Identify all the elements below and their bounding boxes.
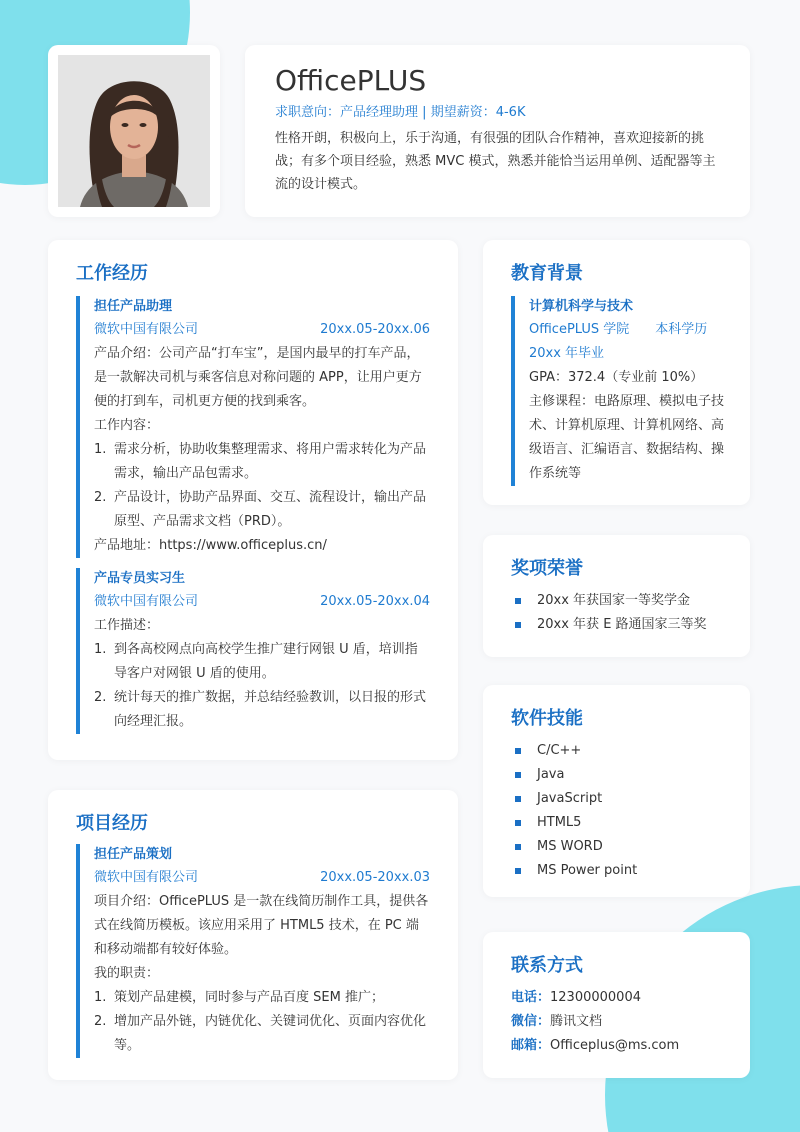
list-item: 1. 策划产品建模，同时参与产品百度 SEM 推广； xyxy=(94,990,384,1005)
entry-meta xyxy=(94,866,430,890)
courses: 主修课程：电路原理、模拟电子技术、计算机原理、计算机网络、高级语言、汇编语言、数据结构、操作系统等 xyxy=(529,394,725,481)
graduation-year: 20xx 年毕业 xyxy=(529,346,605,361)
product-address: 产品地址：https://www.officeplus.cn/ xyxy=(94,538,327,553)
company-name: 微软中国有限公司 xyxy=(94,870,199,885)
bullet-square-icon xyxy=(515,748,521,754)
salary-value: 4-6K xyxy=(495,105,526,120)
phone-label: 电话： xyxy=(511,990,551,1005)
contact-section-title: 联系方式 xyxy=(511,955,583,976)
duty-label: 我的职责： xyxy=(94,966,160,981)
project-entry xyxy=(76,844,430,1058)
entry-meta xyxy=(94,590,430,614)
list-item: C/C++ xyxy=(511,739,726,763)
list-item: 2. 产品设计，协助产品界面、交互、流程设计，输出产品原型、产品需求文档（PRD）。 xyxy=(94,490,427,529)
salary-label: 期望薪资： xyxy=(430,105,496,120)
list-item: MS Power point xyxy=(511,859,726,883)
work-section-title: 工作经历 xyxy=(76,263,148,284)
phone-value: 12300000004 xyxy=(550,990,641,1005)
email-label: 邮箱： xyxy=(511,1038,551,1053)
wechat-row xyxy=(511,1010,726,1034)
list-item: MS WORD xyxy=(511,835,726,859)
entry-title: 产品专员实习生 xyxy=(94,571,186,586)
gpa: GPA：372.4（专业前 10%） xyxy=(529,370,704,385)
bullet-square-icon xyxy=(515,622,521,628)
awards-section-title: 奖项荣誉 xyxy=(511,558,583,579)
intent-value: 产品经理助理 xyxy=(340,105,419,120)
phone-row xyxy=(511,986,726,1010)
work-experience-card xyxy=(48,240,458,760)
education-card xyxy=(483,240,750,505)
email-value: Officeplus@ms.com xyxy=(550,1038,680,1053)
work-entry xyxy=(76,568,430,734)
list-item: 1. 需求分析，协助收集整理需求、将用户需求转化为产品需求，输出产品包需求。 xyxy=(94,442,427,481)
entry-title: 担任产品助理 xyxy=(94,299,173,314)
content-label: 工作内容： xyxy=(94,418,160,433)
project-experience-card xyxy=(48,790,458,1080)
period: 20xx.05-20xx.04 xyxy=(320,594,430,609)
degree: 本科学历 xyxy=(655,322,708,337)
list-item: 20xx 年获 E 路通国家三等奖 xyxy=(511,613,726,637)
bullet-square-icon xyxy=(515,796,521,802)
intent-label: 求职意向： xyxy=(275,105,341,120)
major: 计算机科学与技术 xyxy=(529,299,634,314)
list-item: 20xx 年获国家一等奖学金 xyxy=(511,589,726,613)
list-item: JavaScript xyxy=(511,787,726,811)
awards-card xyxy=(483,535,750,657)
project-intro: 项目介绍：OfficePLUS 是一款在线简历制作工具，提供各式在线简历模板。该应用采用了 HTML5 技术，在 PC 端和移动端都有较好体验。 xyxy=(94,894,429,957)
list-item: Java xyxy=(511,763,726,787)
education-section-title: 教育背景 xyxy=(511,263,583,284)
job-intent xyxy=(275,103,722,123)
email-row xyxy=(511,1034,726,1058)
bullet-square-icon xyxy=(515,598,521,604)
education-entry xyxy=(511,296,726,486)
skills-section-title: 软件技能 xyxy=(511,708,583,729)
content-label: 工作描述： xyxy=(94,618,160,633)
company-name: 微软中国有限公司 xyxy=(94,594,199,609)
self-intro: 性格开朗，积极向上，乐于沟通，有很强的团队合作精神，喜欢迎接新的挑战；有多个项目经验，熟悉 MVC 模式，熟悉并能恰当运用单例、适配器等主流的设计模式。 xyxy=(275,131,716,192)
skills-card xyxy=(483,685,750,897)
entry-title: 担任产品策划 xyxy=(94,847,173,862)
work-entry xyxy=(76,296,430,558)
contact-card xyxy=(483,932,750,1078)
company-name: 微软中国有限公司 xyxy=(94,322,199,337)
list-item: 1. 到各高校网点向高校学生推广建行网银 U 盾，培训指导客户对网银 U 盾的使用。 xyxy=(94,642,418,681)
bullet-square-icon xyxy=(515,844,521,850)
wechat-value: 腾讯文档 xyxy=(550,1014,603,1029)
wechat-label: 微信： xyxy=(511,1014,551,1029)
photo-card xyxy=(48,45,220,217)
list-item: 2. 统计每天的推广数据，并总结经验教训，以日报的形式向经理汇报。 xyxy=(94,690,427,729)
bullet-square-icon xyxy=(515,820,521,826)
entry-meta xyxy=(94,318,430,342)
school-row xyxy=(529,318,726,342)
product-intro: 产品介绍：公司产品“打车宝”，是国内最早的打车产品，是一款解决司机与乘客信息对称问题的 APP，让用户更方便的打到车，司机更方便的找到乘客。 xyxy=(94,346,422,409)
list-item: HTML5 xyxy=(511,811,726,835)
bullet-square-icon xyxy=(515,868,521,874)
period: 20xx.05-20xx.03 xyxy=(320,870,430,885)
project-section-title: 项目经历 xyxy=(76,813,148,834)
bullet-square-icon xyxy=(515,772,521,778)
school-name: OfficePLUS 学院 xyxy=(529,322,630,337)
candidate-name: OfficePLUS xyxy=(275,64,427,97)
list-item: 2. 增加产品外链，内链优化、关键词优化、页面内容优化等。 xyxy=(94,1014,427,1053)
intro-card xyxy=(245,45,750,217)
intent-separator: | xyxy=(422,105,427,120)
portrait-image xyxy=(58,55,210,207)
period: 20xx.05-20xx.06 xyxy=(320,322,430,337)
profile-photo xyxy=(58,55,210,207)
